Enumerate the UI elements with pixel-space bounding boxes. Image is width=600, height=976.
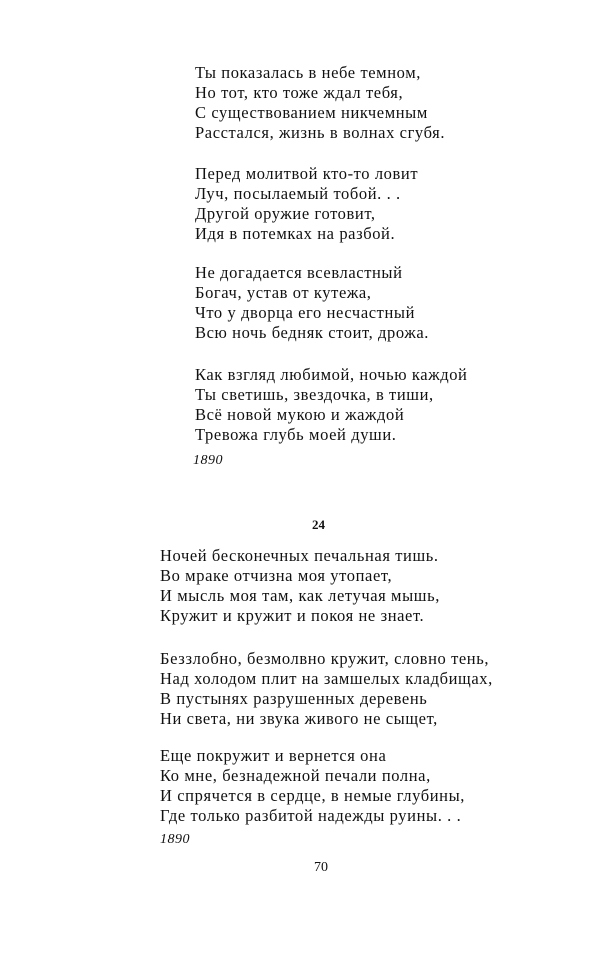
verse-line: И спрячется в сердце, в немые глубины, [160, 786, 466, 805]
verse-line: Всю ночь бедняк стоит, дрожа. [195, 323, 429, 342]
verse-line: Во мраке отчизна моя утопает, [160, 566, 393, 585]
poem-number: 24 [312, 517, 325, 532]
verse-line: Расстался, жизнь в волнах сгубя. [195, 123, 446, 142]
verse-line: И мысль моя там, как летучая мышь, [160, 586, 440, 605]
verse-line: Перед молитвой кто-то ловит [195, 164, 419, 183]
verse-line: Где только разбитой надежды руины. . . [160, 806, 462, 825]
verse-line: Что у дворца его несчастный [195, 303, 416, 322]
stanza [195, 365, 467, 445]
verse-line: В пустынях разрушенных деревень [160, 689, 428, 708]
page-number: 70 [314, 860, 328, 875]
verse-line: Беззлобно, безмолвно кружит, словно тень, [160, 649, 490, 668]
stanza [160, 546, 440, 626]
verse-line: Ни света, ни звука живого не сыщет, [160, 709, 438, 728]
verse-line: Кружит и кружит и покоя не знает. [160, 606, 425, 625]
verse-line: Ночей бесконечных печальная тишь. [160, 546, 439, 565]
verse-line: Над холодом плит на замшелых кладбищах, [160, 669, 493, 688]
verse-line: Ты светишь, звездочка, в тиши, [195, 385, 434, 404]
verse-line: Ты показалась в небе темном, [195, 63, 421, 82]
stanza [160, 746, 465, 826]
verse-line: С существованием никчемным [195, 103, 428, 122]
verse-line: Всё новой мукою и жаждой [195, 405, 405, 424]
verse-line: Но тот, кто тоже ждал тебя, [195, 83, 404, 102]
verse-line: Другой оружие готовит, [195, 204, 376, 223]
verse-line: Луч, посылаемый тобой. . . [195, 184, 401, 203]
verse-line: Идя в потемках на разбой. [195, 224, 396, 243]
poem-date: 1890 [193, 453, 223, 468]
stanza [160, 649, 493, 729]
verse-line: Ко мне, безнадежной печали полна, [160, 766, 431, 785]
verse-line: Еще покружит и вернется она [160, 746, 387, 765]
verse-line: Богач, устав от кутежа, [195, 283, 372, 302]
stanza [195, 263, 429, 343]
poem-date: 1890 [160, 832, 190, 847]
verse-line: Не догадается всевластный [195, 263, 403, 282]
verse-line: Как взгляд любимой, ночью каждой [195, 365, 468, 384]
stanza [195, 63, 445, 143]
verse-line: Тревожа глубь моей души. [195, 425, 397, 444]
stanza [195, 164, 418, 244]
